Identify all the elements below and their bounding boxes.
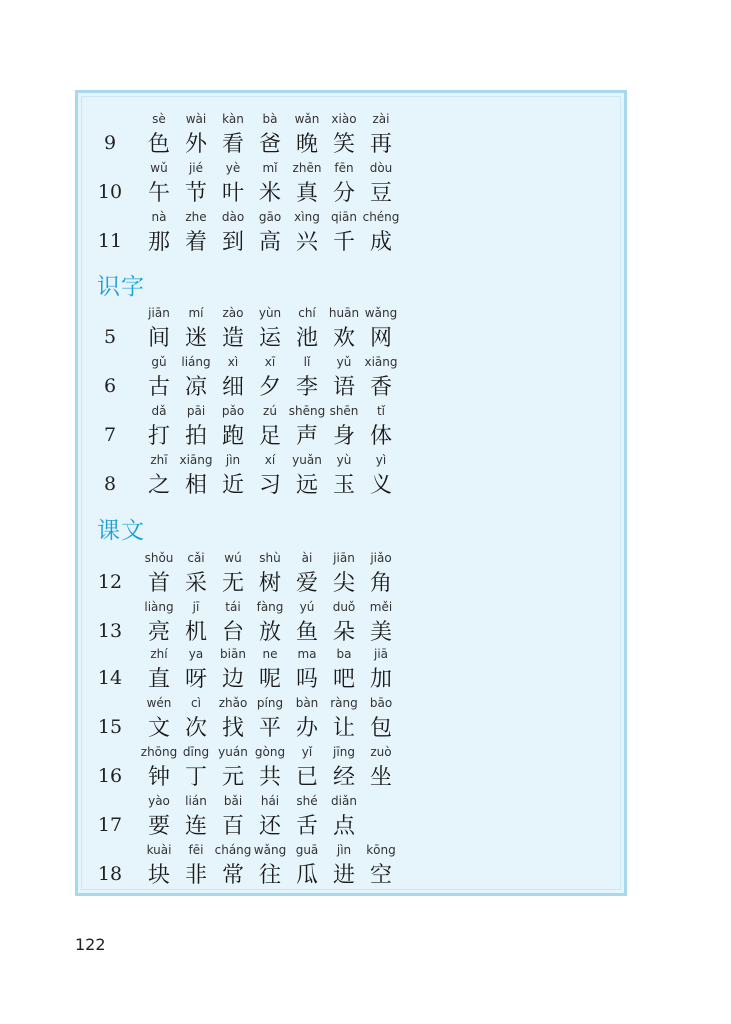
lesson-number: 15 [97,716,123,738]
character-cell [359,161,403,209]
hanzi-character: 造 [221,326,244,351]
hanzi-character: 到 [221,230,244,255]
hanzi-character: 直 [147,667,170,692]
pinyin: yùn [258,306,282,320]
pinyin: liáng [181,355,211,369]
pinyin: tái [225,600,241,614]
hanzi-character: 丁 [184,765,207,790]
hanzi-character: 采 [184,571,207,596]
hanzi-character: 迷 [184,326,207,351]
character-cell [359,112,403,160]
pinyin: jìn [336,843,352,857]
pinyin: cháng [214,843,252,857]
pinyin: chéng [362,210,400,224]
pinyin: wǎn [294,112,320,126]
pinyin: yú [299,600,315,614]
hanzi-character: 让 [332,716,355,741]
character-cell [359,600,403,648]
hanzi-character: 首 [147,571,170,596]
pinyin: guā [295,843,319,857]
hanzi-character: 义 [369,473,392,498]
hanzi-character: 放 [258,620,281,645]
hanzi-character: 美 [369,620,392,645]
hanzi-character: 文 [147,716,170,741]
hanzi-character: 豆 [369,181,392,206]
pinyin: yào [148,794,170,808]
lesson-number: 9 [103,132,117,154]
pinyin: jiā [373,647,389,661]
pinyin: kàn [222,112,244,126]
hanzi-character: 经 [332,765,355,790]
pinyin: yuǎn [292,453,322,467]
pinyin: wài [185,112,207,126]
pinyin: zào [222,306,244,320]
hanzi-character: 着 [184,230,207,255]
hanzi-character: 凉 [184,375,207,400]
lesson-row [93,551,613,599]
hanzi-character: 包 [369,716,392,741]
lesson-number: 8 [103,473,117,495]
pinyin: yè [225,161,241,175]
pinyin: diǎn [331,794,357,808]
pinyin: ba [336,647,352,661]
hanzi-character: 习 [258,473,281,498]
hanzi-character: 足 [258,424,281,449]
character-cell [359,306,403,354]
hanzi-character: 已 [295,765,318,790]
character-cell [359,745,403,793]
hanzi-character: 身 [332,424,355,449]
pinyin: zhēn [292,161,322,175]
hanzi-character: 树 [258,571,281,596]
hanzi-character: 钟 [147,765,170,790]
hanzi-character: 成 [369,230,392,255]
pinyin: cì [191,696,201,710]
pinyin: yǐ [301,745,313,759]
character-cell [359,355,403,403]
hanzi-character: 午 [147,181,170,206]
hanzi-character: 再 [369,132,392,157]
hanzi-character: 晚 [295,132,318,157]
character-cell [359,843,403,891]
pinyin: pǎo [221,404,245,418]
hanzi-character: 兴 [295,230,318,255]
pinyin: zhí [150,647,168,661]
pinyin: jiān [148,306,170,320]
hanzi-character: 爱 [295,571,318,596]
section-title: 课文 [97,518,145,544]
hanzi-character: 瓜 [295,863,318,888]
character-cell [359,453,403,501]
hanzi-character: 鱼 [295,620,318,645]
pinyin: huān [328,306,360,320]
pinyin: ma [297,647,317,661]
hanzi-character: 加 [369,667,392,692]
character-cell [359,696,403,744]
hanzi-character: 坐 [369,765,392,790]
hanzi-character: 欢 [332,326,355,351]
hanzi-character: 语 [332,375,355,400]
hanzi-character: 台 [221,620,244,645]
pinyin: pāi [186,404,206,418]
hanzi-character: 边 [221,667,244,692]
pinyin: cǎi [187,551,205,565]
pinyin: liàng [144,600,174,614]
pinyin: hái [260,794,280,808]
lesson-number: 17 [97,814,123,836]
hanzi-character: 呢 [258,667,281,692]
lesson-row [93,112,613,160]
hanzi-character: 间 [147,326,170,351]
hanzi-character: 点 [332,814,355,839]
pinyin: jīng [333,745,355,759]
hanzi-character: 爸 [258,132,281,157]
lesson-row [93,745,613,793]
hanzi-character: 呀 [184,667,207,692]
pinyin: kōng [366,843,396,857]
lesson-row [93,404,613,452]
pinyin: jié [188,161,204,175]
lesson-row [93,647,613,695]
pinyin: gòng [254,745,286,759]
lesson-row [93,600,613,648]
hanzi-character: 外 [184,132,207,157]
lesson-number: 5 [103,326,117,348]
pinyin: bāo [369,696,393,710]
hanzi-character: 次 [184,716,207,741]
hanzi-character: 共 [258,765,281,790]
lesson-number: 7 [103,424,117,446]
hanzi-character: 要 [147,814,170,839]
lesson-number: 14 [97,667,123,689]
hanzi-character: 非 [184,863,207,888]
pinyin: bǎi [223,794,243,808]
character-cell [359,404,403,452]
lesson-row [93,306,613,354]
hanzi-character: 细 [221,375,244,400]
page-number: 122 [75,935,106,954]
pinyin: jiān [333,551,355,565]
hanzi-character: 平 [258,716,281,741]
hanzi-character: 千 [332,230,355,255]
hanzi-character: 声 [295,424,318,449]
pinyin: měi [369,600,393,614]
pinyin: zhī [150,453,168,467]
hanzi-character: 元 [221,765,244,790]
pinyin: ya [188,647,204,661]
pinyin: bàn [295,696,319,710]
lesson-number: 12 [97,571,123,593]
character-cell [359,551,403,599]
pinyin: yù [336,453,352,467]
hanzi-character: 常 [221,863,244,888]
hanzi-character: 无 [221,571,244,596]
lesson-row [93,161,613,209]
hanzi-character: 尖 [332,571,355,596]
hanzi-character: 往 [258,863,281,888]
lesson-number: 11 [97,230,123,252]
pinyin: shù [259,551,281,565]
hanzi-character: 玉 [332,473,355,498]
character-cell [359,647,403,695]
hanzi-character: 办 [295,716,318,741]
pinyin: zhǎo [218,696,248,710]
hanzi-character: 打 [147,424,170,449]
pinyin: kuài [146,843,172,857]
hanzi-character: 相 [184,473,207,498]
lesson-number: 13 [97,620,123,642]
hanzi-character: 块 [147,863,170,888]
pinyin: xiāng [179,453,213,467]
hanzi-character: 跑 [221,424,244,449]
pinyin: yuán [218,745,248,759]
pinyin: jī [192,600,200,614]
lesson-row [93,696,613,744]
hanzi-character: 找 [221,716,244,741]
pinyin: shēng [288,404,326,418]
hanzi-character: 亮 [147,620,170,645]
hanzi-character: 笑 [332,132,355,157]
pinyin: duǒ [332,600,356,614]
pinyin: xiào [331,112,357,126]
pinyin: xī [264,355,276,369]
hanzi-character: 朵 [332,620,355,645]
pinyin: shé [296,794,318,808]
hanzi-character: 看 [221,132,244,157]
pinyin: zhōng [140,745,178,759]
pinyin: zhe [185,210,207,224]
hanzi-character: 还 [258,814,281,839]
pinyin: wǎng [364,306,398,320]
lesson-row [93,355,613,403]
hanzi-character: 运 [258,326,281,351]
hanzi-character: 分 [332,181,355,206]
hanzi-character: 角 [369,571,392,596]
pinyin: mǐ [262,161,278,175]
pinyin: xì [227,355,239,369]
hanzi-character: 香 [369,375,392,400]
pinyin: yǔ [336,355,352,369]
pinyin: bà [262,112,278,126]
hanzi-character: 古 [147,375,170,400]
hanzi-character: 体 [369,424,392,449]
pinyin: zuò [370,745,392,759]
pinyin: qiān [331,210,357,224]
pinyin: fēn [334,161,354,175]
pinyin: fàng [256,600,284,614]
pinyin: zài [372,112,390,126]
character-cell [322,794,366,842]
character-cell [359,210,403,258]
hanzi-character: 高 [258,230,281,255]
hanzi-character: 舌 [295,814,318,839]
lesson-number: 10 [97,181,123,203]
pinyin: dòu [369,161,393,175]
pinyin: jìn [225,453,241,467]
hanzi-character: 米 [258,181,281,206]
pinyin: shǒu [144,551,174,565]
pinyin: ne [262,647,278,661]
pinyin: sè [152,112,166,126]
lesson-number: 6 [103,375,117,397]
hanzi-character: 之 [147,473,170,498]
hanzi-character: 叶 [221,181,244,206]
pinyin: wǔ [150,161,168,175]
hanzi-character: 拍 [184,424,207,449]
lesson-row [93,210,613,258]
pinyin: yì [375,453,387,467]
section-title: 识字 [97,274,145,300]
pinyin: tǐ [376,404,386,418]
hanzi-character: 吗 [295,667,318,692]
hanzi-character: 吧 [332,667,355,692]
lesson-number: 18 [97,863,123,885]
pinyin: wǎng [253,843,287,857]
hanzi-character: 色 [147,132,170,157]
pinyin: wú [224,551,242,565]
pinyin: wén [146,696,172,710]
pinyin: jiǎo [370,551,392,565]
hanzi-character: 真 [295,181,318,206]
pinyin: xìng [294,210,320,224]
hanzi-character: 远 [295,473,318,498]
hanzi-character: 夕 [258,375,281,400]
pinyin: píng [256,696,284,710]
hanzi-character: 那 [147,230,170,255]
lesson-row [93,794,613,842]
pinyin: shēn [329,404,359,418]
pinyin: chí [298,306,316,320]
pinyin: nà [151,210,167,224]
pinyin: xiāng [364,355,398,369]
hanzi-character: 百 [221,814,244,839]
pinyin: ràng [330,696,358,710]
hanzi-character: 近 [221,473,244,498]
hanzi-character: 连 [184,814,207,839]
hanzi-character: 空 [369,863,392,888]
pinyin: dǎ [151,404,167,418]
pinyin: lián [185,794,207,808]
hanzi-character: 李 [295,375,318,400]
pinyin: xí [264,453,276,467]
lesson-number: 16 [97,765,123,787]
hanzi-character: 节 [184,181,207,206]
pinyin: mí [188,306,204,320]
pinyin: dào [221,210,245,224]
hanzi-character: 网 [369,326,392,351]
hanzi-character: 池 [295,326,318,351]
lesson-row [93,843,613,891]
pinyin: dīng [182,745,210,759]
pinyin: ài [301,551,313,565]
pinyin: zú [263,404,277,418]
lesson-row [93,453,613,501]
pinyin: biān [220,647,246,661]
pinyin: fēi [188,843,204,857]
hanzi-character: 进 [332,863,355,888]
pinyin: gāo [258,210,282,224]
pinyin: gǔ [151,355,167,369]
pinyin: lǐ [303,355,311,369]
hanzi-character: 机 [184,620,207,645]
